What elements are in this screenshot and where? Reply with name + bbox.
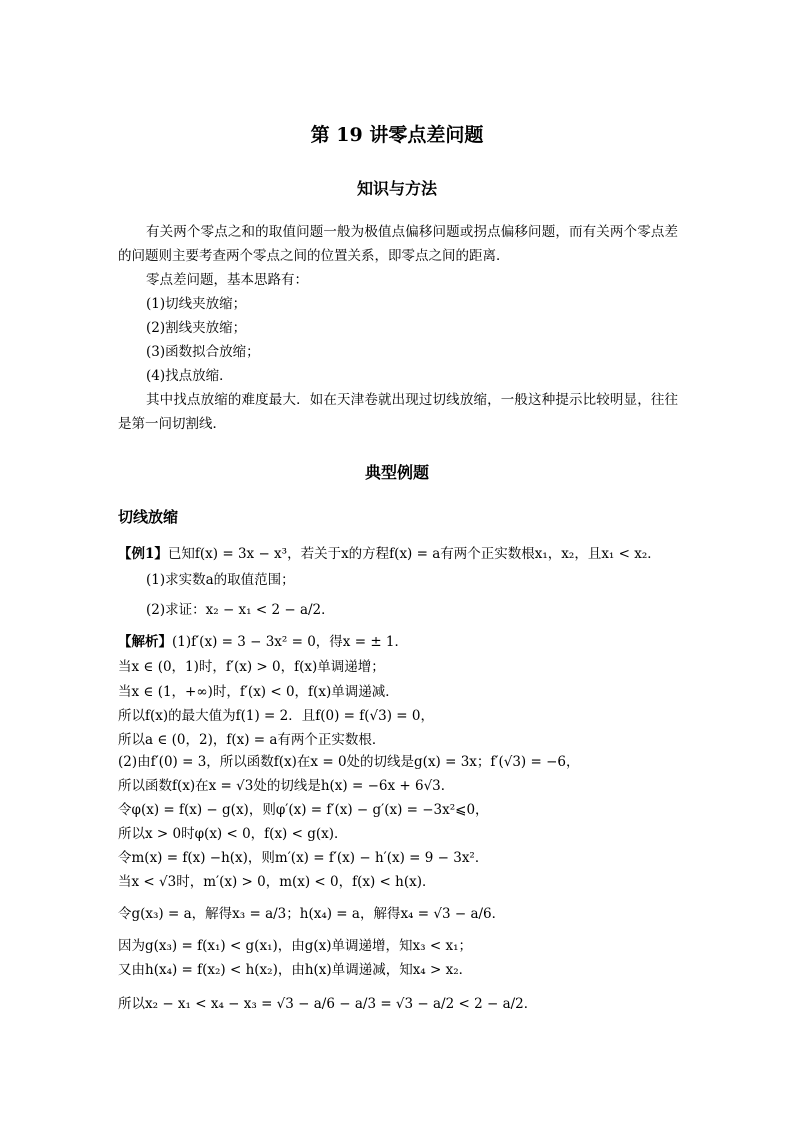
idea-item: (2)割线夹放缩；	[146, 320, 247, 336]
solution-line: 令φ(x) = f(x) − g(x)，则φ′(x) = f′(x) − g′(x) = −3x²⩽0，	[118, 802, 489, 818]
solution-line: 所以x > 0时φ(x) < 0，f(x) < g(x)．	[118, 826, 348, 842]
solution-line: 当x < √3时，m′(x) > 0，m(x) < 0，f(x) < h(x)．	[118, 874, 436, 890]
solution-line: 令m(x) = f(x) −h(x)，则m′(x) = f′(x) − h′(x) = 9 − 3x²．	[118, 850, 489, 866]
example-stem	[118, 544, 661, 564]
section-heading-examples: 典型例题	[364, 463, 429, 482]
solution-line: 所以函数f(x)在x = √3处的切线是h(x) = −6x + 6√3．	[118, 778, 455, 794]
page-title: 第 19 讲零点差问题	[310, 124, 484, 146]
solution-line: 又由h(x₄) = f(x₂) < h(x₂)，由h(x)单调递减，知x₄ > x₂．	[118, 962, 473, 978]
subsection-heading: 切线放缩	[118, 508, 179, 526]
example-text: 已知f(x) = 3x − x³，若关于x的方程f(x) = a有两个正实数根x₁，x₂，且x₁ < x₂．	[167, 546, 661, 562]
solution-line: 当x ∈ (0，1)时，f′(x) > 0，f(x)单调递增；	[118, 659, 385, 675]
solution-line-1: 【解析】(1)f′(x) = 3 − 3x² = 0，得x = ± 1．	[118, 634, 409, 650]
example-tag: 【例1】	[118, 546, 168, 562]
intro-paragraph: 有关两个零点之和的取值问题一般为极值点偏移问题或拐点偏移问题，而有关两个零点差的问题则主要考查两个零点之间的位置关系，即零点之间的距离．	[118, 224, 678, 264]
solution-line: (2)由f′(0) = 3，所以函数f(x)在x = 0处的切线是g(x) = 3x；f′(√3) = −6，	[118, 754, 580, 770]
idea-item: (1)切线夹放缩；	[146, 296, 247, 312]
section-heading-method: 知识与方法	[356, 179, 437, 198]
solution-line: 所以x₂ − x₁ < x₄ − x₃ = √3 − a/6 − a/3 = √3 − a/2 < 2 − a/2．	[118, 996, 538, 1012]
solution-tag: 【解析】	[118, 634, 172, 650]
question-2: (2)求证：x₂ − x₁ < 2 − a/2．	[146, 602, 335, 618]
solution-line: 当x ∈ (1，+∞)时，f′(x) < 0，f(x)单调递减．	[118, 684, 399, 700]
solution-line: 令g(x₃) = a，解得x₃ = a/3；h(x₄) = a，解得x₄ = √3 − a/6．	[118, 906, 506, 922]
ideas-intro: 零点差问题，基本思路有：	[146, 272, 308, 288]
summary-paragraph: 其中找点放缩的难度最大．如在天津卷就出现过切线放缩，一般这种提示比较明显，往往是第一问切割线．	[118, 392, 678, 432]
question-1: (1)求实数a的取值范围；	[146, 572, 295, 588]
solution-line: 因为g(x₃) = f(x₁) < g(x₁)，由g(x)单调递增，知x₃ < x₁；	[118, 938, 472, 954]
solution-line: 所以f(x)的最大值为f(1) = 2．且f(0) = f(√3) = 0，	[118, 708, 434, 724]
idea-item: (4)找点放缩．	[146, 368, 233, 384]
idea-item: (3)函数拟合放缩；	[146, 344, 260, 360]
solution-line: 所以a ∈ (0，2)，f(x) = a有两个正实数根．	[118, 732, 386, 748]
